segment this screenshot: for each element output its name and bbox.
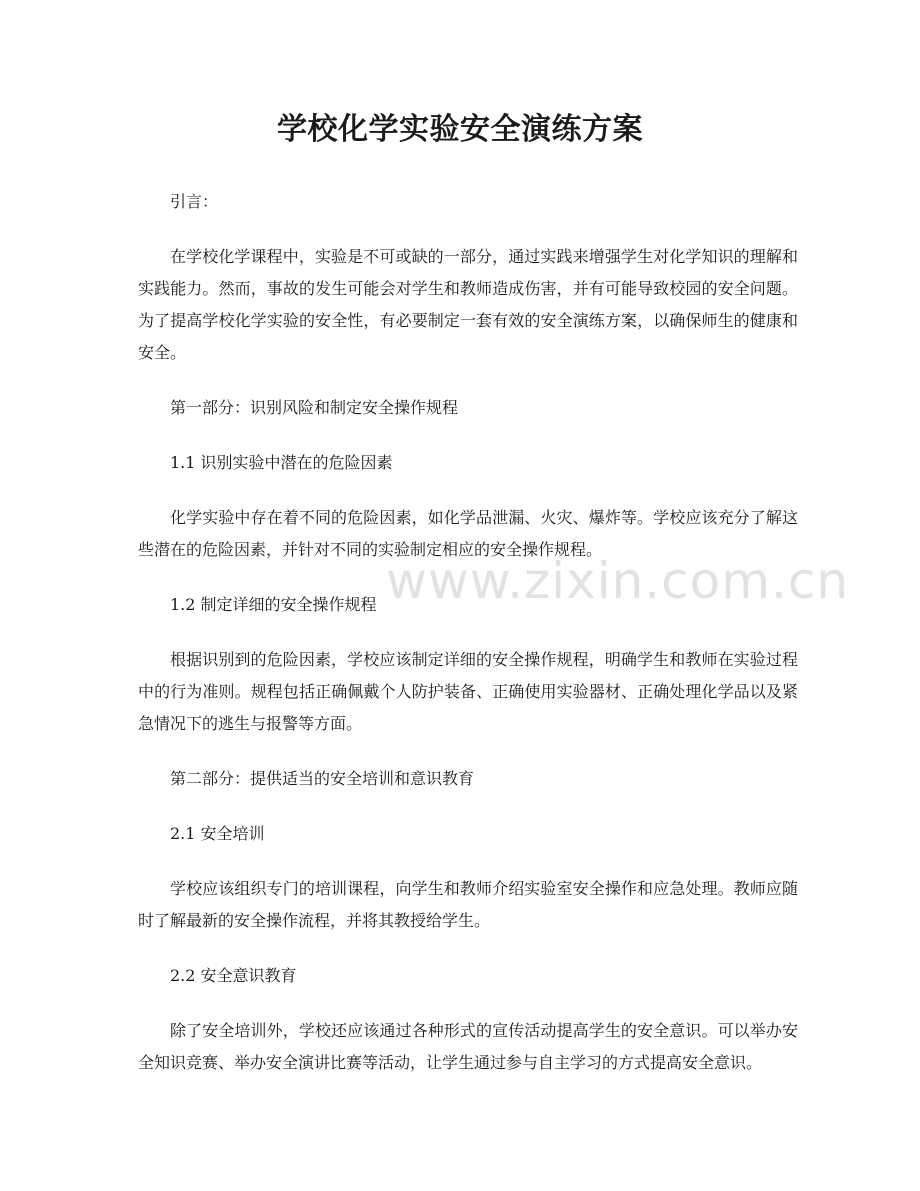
subsection-2-1-heading: 2.1 安全培训 (170, 824, 265, 843)
watermark: www.zixin.com.cn (386, 552, 850, 610)
section-2-heading: 第二部分：提供适当的安全培训和意识教育 (170, 769, 475, 788)
subsection-1-2-heading: 1.2 制定详细的安全操作规程 (170, 595, 377, 614)
intro-paragraph: 在学校化学课程中，实验是不可或缺的一部分，通过实践来增强学生对化学知识的理解和实践能力。然而，事故的发生可能会对学生和教师造成伤害，并有可能导致校园的安全问题。为了提高学校化学实验的安全性，有必要制定一套有效的安全演练方案，以确保师生的健康和安全。 (138, 247, 798, 362)
subsection-1-1-heading: 1.1 识别实验中潜在的危险因素 (170, 453, 393, 472)
subsection-1-1-paragraph: 化学实验中存在着不同的危险因素，如化学品泄漏、火灾、爆炸等。学校应该充分了解这些潜在的危险因素，并针对不同的实验制定相应的安全操作规程。 (138, 508, 798, 559)
document-body (138, 186, 798, 1102)
section-1-heading: 第一部分：识别风险和制定安全操作规程 (170, 398, 459, 417)
subsection-1-2-paragraph: 根据识别到的危险因素，学校应该制定详细的安全操作规程，明确学生和教师在实验过程中的行为准则。规程包括正确佩戴个人防护装备、正确使用实验器材、正确处理化学品以及紧急情况下的逃生与报警等方面。 (138, 650, 798, 733)
subsection-2-2-heading: 2.2 安全意识教育 (170, 966, 297, 985)
intro-label: 引言： (170, 192, 219, 211)
document-title: 学校化学实验安全演练方案 (277, 112, 643, 147)
subsection-2-1-paragraph: 学校应该组织专门的培训课程，向学生和教师介绍实验室安全操作和应急处理。教师应随时了解最新的安全操作流程，并将其教授给学生。 (138, 879, 798, 930)
subsection-2-2-paragraph: 除了安全培训外，学校还应该通过各种形式的宣传活动提高学生的安全意识。可以举办安全知识竞赛、举办安全演讲比赛等活动，让学生通过参与自主学习的方式提高安全意识。 (138, 1021, 798, 1072)
